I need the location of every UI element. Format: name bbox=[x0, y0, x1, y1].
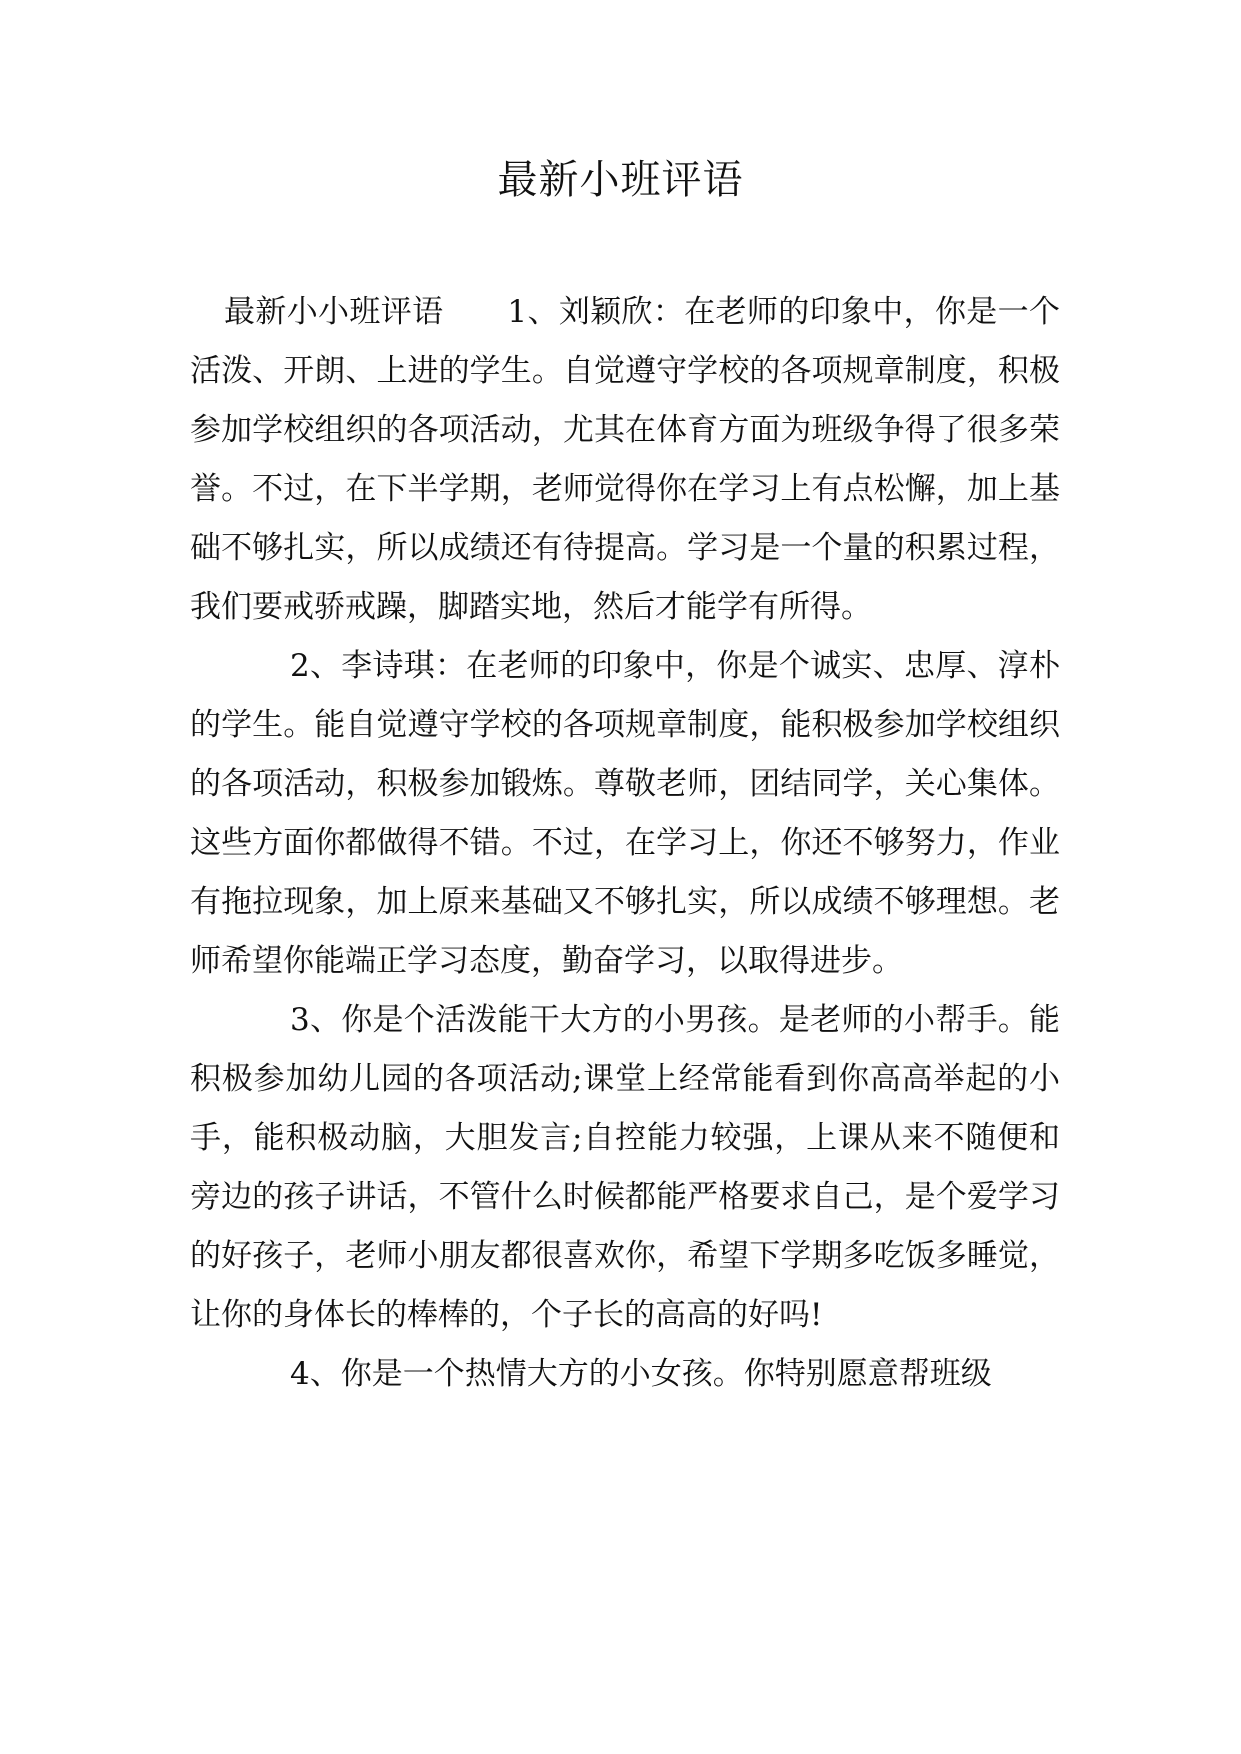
document-body bbox=[190, 283, 1060, 1404]
paragraph-3: 3、你是个活泼能干大方的小男孩。是老师的小帮手。能积极参加幼儿园的各项活动;课堂上经常能看到你高高举起的小手，能积极动脑，大胆发言;自控能力较强，上课从来不随便和旁边的孩子讲话，不管什么时候都能严格要求自己，是个爱学习的好孩子，老师小朋友都很喜欢你，希望下学期多吃饭多睡觉，让你的身体长的棒棒的，个子长的高高的好吗! bbox=[190, 1002, 1060, 1333]
paragraph-4: 4、你是一个热情大方的小女孩。你特别愿意帮班级 bbox=[290, 1356, 992, 1392]
paragraph-2: 2、李诗琪：在老师的印象中，你是个诚实、忠厚、淳朴的学生。能自觉遵守学校的各项规章制度，能积极参加学校组织的各项活动，积极参加锻炼。尊敬老师，团结同学，关心集体。这些方面你都做得不错。不过，在学习上，你还不够努力，作业有拖拉现象，加上原来基础又不够扎实，所以成绩不够理想。老师希望你能端正学习态度，勤奋学习，以取得进步。 bbox=[190, 648, 1060, 979]
paragraph-1 bbox=[190, 283, 1060, 637]
paragraph-1-text: 1、刘颖欣：在老师的印象中，你是一个活泼、开朗、上进的学生。自觉遵守学校的各项规章制度，积极参加学校组织的各项活动，尤其在体育方面为班级争得了很多荣誉。不过，在下半学期，老师觉得你在学习上有点松懈，加上基础不够扎实，所以成绩还有待提高。学习是一个量的积累过程，我们要戒骄戒躁，脚踏实地，然后才能学有所得。 bbox=[190, 294, 1060, 625]
document-title: 最新小班评语 bbox=[497, 157, 744, 203]
intro-heading: 最新小小班评语 bbox=[224, 294, 444, 330]
